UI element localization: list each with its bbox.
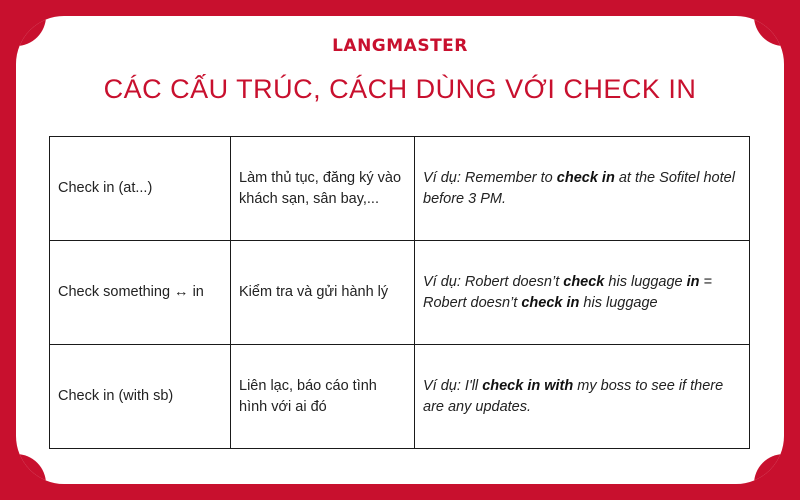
- meaning-cell: Làm thủ tục, đăng ký vào khách sạn, sân bay,...: [231, 137, 415, 241]
- content-card: [16, 16, 784, 484]
- meaning-cell: Liên lạc, báo cáo tình hình với ai đó: [231, 345, 415, 449]
- example-text: at the Sofitel hotel before 3 PM.: [423, 169, 735, 207]
- example-text: = Robert doesn’t: [423, 273, 712, 311]
- corner-decoration: [16, 454, 46, 484]
- table-row: [50, 241, 750, 345]
- brand-logo: LANGMASTER: [332, 36, 468, 56]
- structure-cell: Check in (with sb): [50, 345, 231, 449]
- corner-decoration: [754, 454, 784, 484]
- example-keyword: check in: [521, 294, 580, 311]
- example-cell: [415, 241, 750, 345]
- example-text: his luggage: [579, 294, 658, 311]
- table-row: [50, 345, 750, 449]
- meaning-cell: Kiểm tra và gửi hành lý: [231, 241, 415, 345]
- table-row: [50, 137, 750, 241]
- structure-cell: Check something ↔ in: [50, 241, 231, 345]
- page-title: CÁC CẤU TRÚC, CÁCH DÙNG VỚI CHECK IN: [103, 74, 697, 104]
- example-text: my boss to see if there are any updates.: [423, 377, 724, 415]
- example-cell: [415, 345, 750, 449]
- example-text: Ví dụ: Robert doesn’t: [423, 273, 564, 290]
- example-keyword: check in with: [482, 377, 574, 394]
- example-keyword: in: [686, 273, 700, 290]
- example-text: his luggage: [604, 273, 687, 290]
- example-cell: [415, 137, 750, 241]
- structures-table: [49, 136, 750, 449]
- example-keyword: check in: [556, 169, 615, 186]
- example-text: Ví dụ: Remember to: [423, 169, 557, 186]
- example-keyword: check: [563, 273, 605, 290]
- example-text: Ví dụ: I'll: [423, 377, 483, 394]
- structure-cell: Check in (at...): [50, 137, 231, 241]
